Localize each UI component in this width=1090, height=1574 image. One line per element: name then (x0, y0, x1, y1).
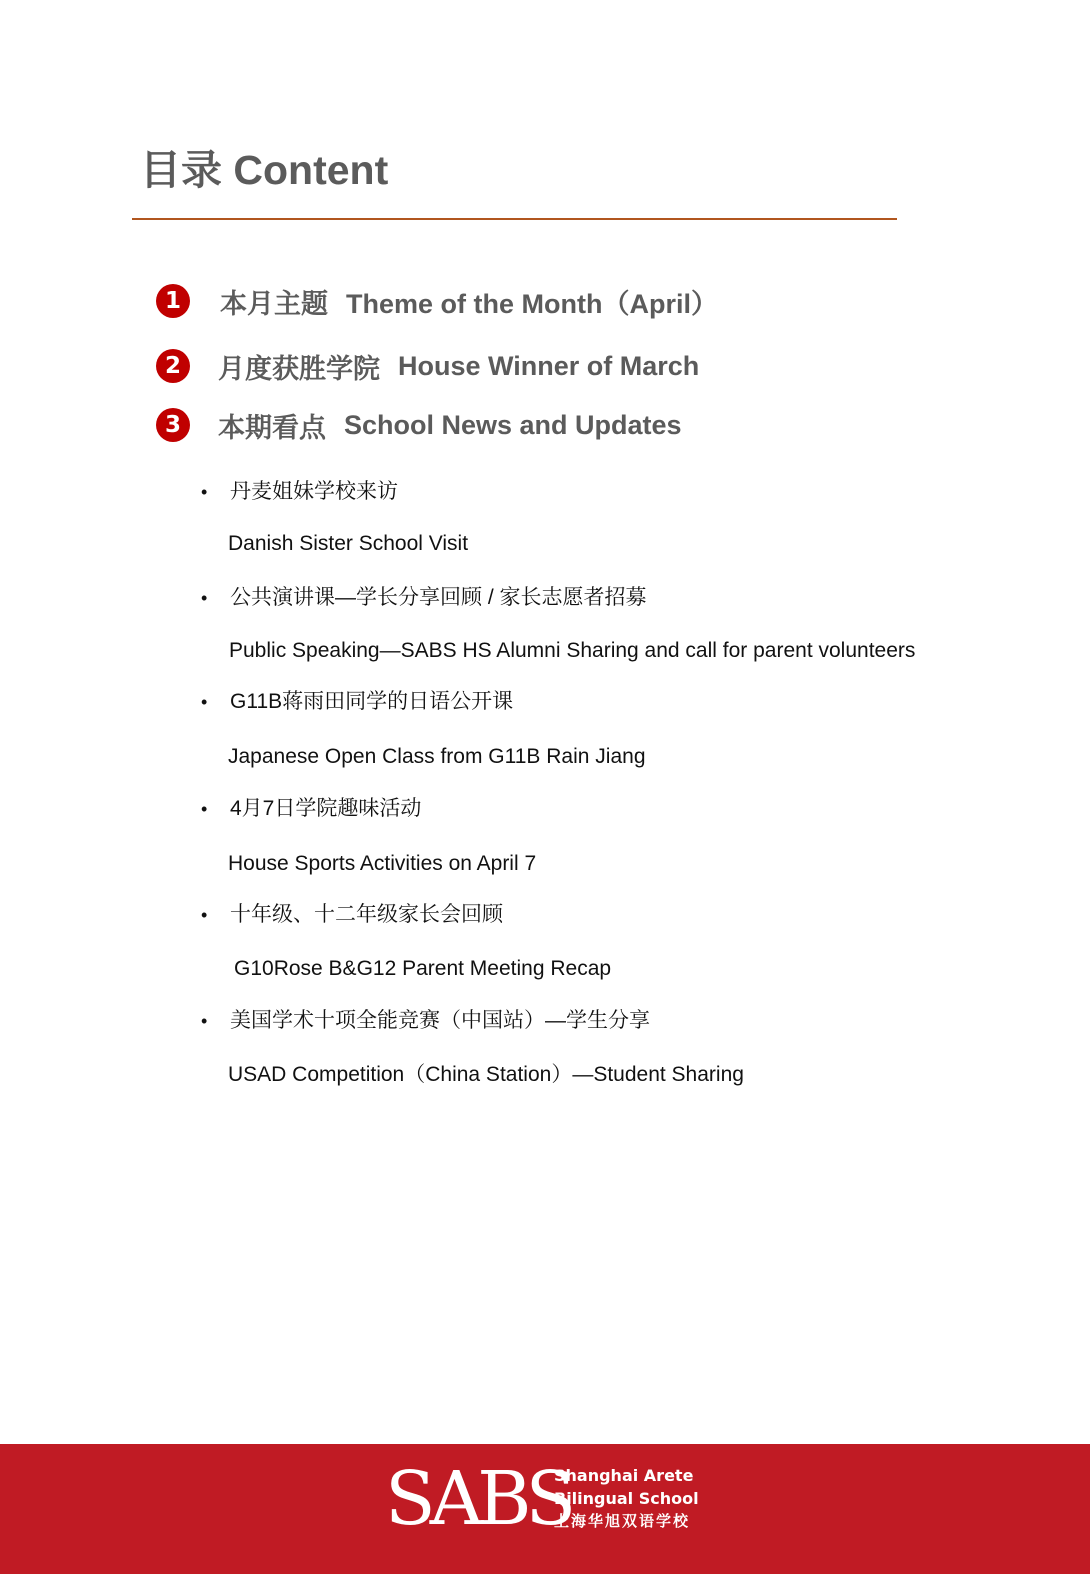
title-divider (132, 218, 897, 220)
news-title-cn: 美国学术十项全能竞赛（中国站）—学生分享 (230, 1009, 650, 1032)
bullet-icon: • (201, 799, 208, 819)
section-title-en: Theme of the Month（April） (346, 288, 718, 319)
section-house-winner[interactable] (156, 347, 699, 385)
bullet-icon: • (201, 905, 208, 925)
bullet-icon: • (201, 1011, 208, 1031)
news-title-en: House Sports Activities on April 7 (228, 852, 537, 875)
logo-mark-text: SABS (385, 1456, 571, 1542)
number-three-badge-icon: 3 (156, 408, 190, 442)
sabs-logo-icon (385, 1456, 571, 1542)
page-title: 目录 Content (140, 147, 389, 193)
school-name (554, 1464, 699, 1533)
section-title-cn: 月度获胜学院 (218, 353, 380, 384)
number-one-badge-icon: 1 (156, 284, 190, 318)
news-title-cn: 4月7日学院趣味活动 (230, 797, 422, 820)
bullet-icon: • (201, 482, 208, 502)
news-title-en: Public Speaking—SABS HS Alumni Sharing and call for parent volunteers (229, 639, 916, 662)
news-title-en: G10Rose B&G12 Parent Meeting Recap (234, 957, 612, 980)
bullet-icon: • (201, 692, 208, 712)
footer-banner (0, 1444, 1090, 1574)
section-theme-of-month[interactable] (156, 282, 718, 320)
news-title-en: Japanese Open Class from G11B Rain Jiang (228, 745, 646, 768)
school-name-line-1: Shanghai Arete (554, 1466, 694, 1485)
section-title-cn: 本月主题 (220, 288, 328, 319)
section-title-en: House Winner of March (398, 350, 700, 381)
news-title-cn: 丹麦姐妹学校来访 (230, 480, 398, 503)
section-title-en: School News and Updates (344, 409, 682, 440)
school-name-line-2: Bilingual School (554, 1489, 699, 1508)
news-title-en: Danish Sister School Visit (228, 532, 469, 555)
news-title-en: USAD Competition（China Station）—Student Sharing (228, 1063, 744, 1086)
news-title-cn: 十年级、十二年级家长会回顾 (230, 903, 503, 926)
news-title-cn: G11B蒋雨田同学的日语公开课 (230, 690, 514, 713)
section-school-news[interactable] (156, 406, 682, 444)
number-two-badge-icon: 2 (156, 349, 190, 383)
news-title-cn: 公共演讲课—学长分享回顾 / 家长志愿者招募 (230, 586, 647, 609)
school-name-line-cn: 上海华旭双语学校 (554, 1512, 691, 1530)
bullet-icon: • (201, 588, 208, 608)
section-title-cn: 本期看点 (218, 412, 326, 443)
